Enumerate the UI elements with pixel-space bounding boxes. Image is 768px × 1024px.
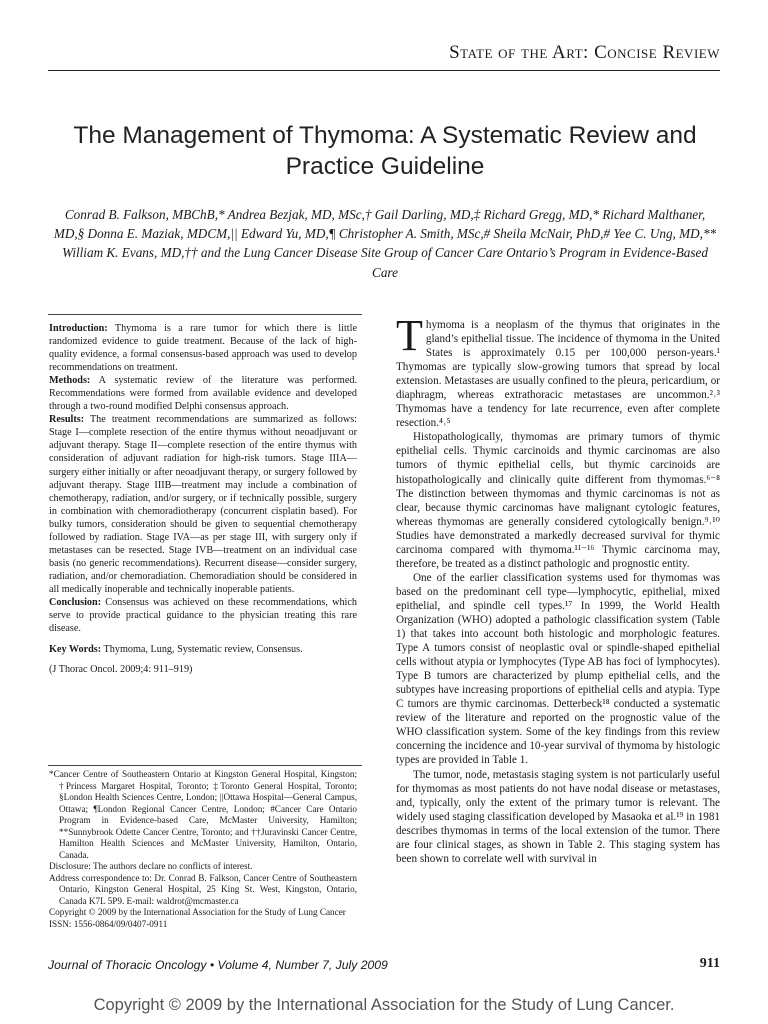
abstract-results xyxy=(49,413,357,596)
footnote-disclosure: Disclosure: The authors declare no conflicts of interest. xyxy=(49,861,253,871)
abstract-introduction-text: Thymoma is a rare tumor for which there is little randomized evidence to guide treatment. Because of the lack of high-quality evidence, a formal consensus-based approach was used to develop recommendations on treatment. xyxy=(49,323,357,374)
abstract-results-label: Results: xyxy=(49,414,85,426)
author-list: Conrad B. Falkson, MBChB,* Andrea Bezjak, MD, MSc,† Gail Darling, MD,‡ Richard Gregg, MD,* Richard Malthaner, MD,§ Donna E. Maziak, MDCM,|| Edward Yu, MD,¶ Christopher A. Smith, MSc,# Sheila McNair, PhD,# Yee C. Ung, MD,** William K. Evans, MD,†† and the Lung Cancer Disease Site Group of Cancer Care Ontario’s Program in Evidence-Based Care xyxy=(53,207,717,280)
body-paragraph-4: The tumor, node, metastasis staging system is not particularly useful for thymomas as most patients do not have nodal disease or metastases, and, typically, only the extent of the primary tumor is relevant. The widely used staging classification developed by Masaoka et al.¹⁹ in 1981 describes thymomas in terms of the local extension of the tumor. There are four clinical stages, as shown in Table 2. This staging system has been shown to correlate well with survival in xyxy=(396,768,720,865)
page-number: 911 xyxy=(699,956,720,971)
footnote-affiliations: *Cancer Centre of Southeastern Ontario at Kingston General Hospital, Kingston; †Princess Margaret Hospital, Toronto; ‡Toronto General Hospital, Toronto; §London Health Sciences Centre, London; ||Ottawa Hospital—General Campus, Ottawa; ¶London Regional Cancer Centre, London; #Cancer Care Ontario Program in Evidence-based Care, McMaster University, Hamilton; **Sunnybrook Odette Cancer Centre, Toronto; and ††Juravinski Cancer Centre, Hamilton Health Sciences and McMaster University, Hamilton, Ontario, Canada. xyxy=(49,769,357,860)
body-paragraph-1-text: hymoma is a neoplasm of the thymus that originates in the gland’s epithelial tissue. The incidence of thymoma in the United States is approximately 0.15 per 100,000 person-years.¹ Thymomas are typically slow-growing tumors that spread by local extension. Metastases are usually confined to the pleura, pericardium, or diaphragm, whereas extrathoracic metastases are uncommon.²˒³ Thymomas have a tendency for late recurrence, even after complete resection.⁴˒⁵ xyxy=(396,319,720,430)
journal-info: Journal of Thoracic Oncology • Volume 4, Number 7, July 2009 xyxy=(48,958,388,972)
abstract-methods-text: A systematic review of the literature was performed. Recommendations were formed from available evidence and developed through a two-round modified Delphi consensus approach. xyxy=(49,375,358,413)
body-paragraph-3: One of the earlier classification systems used for thymomas was based on the predominant cell type—lymphocytic, epithelial, mixed epithelial, and spindle cell types.¹⁷ In 1999, the World Health Organization (WHO) adopted a pathologic classification system (Table 1) that takes into account both histologic and morphologic features. Type A tumors consist of neoplastic oval or spindle-shaped epithelial cells without atypia or lymphocytes (Type AB has foci of lymphocytes). Type B tumors are characterized by plump epithelial cells, and the subtypes have increasing proportions of epithelial cells and atypia. Type C tumors are thymic carcinomas. Detterbeck¹⁸ conducted a systematic review of the literature and reported on the prognostic value of the WHO classification system. Some of the key findings from this review concerning the incidence and 10-year survival of thymoma by histologic types are provided in Table 1. xyxy=(396,571,720,767)
abstract-methods-label: Methods: xyxy=(49,375,91,387)
abstract-results-text: The treatment recommendations are summarized as follows: Stage I—complete resection of the entire thymus without neoadjuvant or adjuvant therapy. Stage II—complete resection of the entire thymus with consideration of adjuvant radiation for high-risk tumors. Stage IIIA—surgery either initially or after neoadjuvant therapy, or surgery followed by adjuvant therapy. Stage IIIB—treatment may include a combination of chemotherapy, radiation, and/or surgery, or if technically possible, surgery in combination with chemoradiotherapy (concurrent cisplatin based). For bulky tumors, consideration should be given to sequential chemotherapy followed by radiation. Stage IVA—as per stage III, with surgery only if metastases can be resected. Stage IVB—treatment on an individual case basis (no generic recommendations). Recurrent disease—consider surgery, radiation, and/or chemoradiation. Chemoradiation should be considered in all medically inoperable and technically inoperable patients. xyxy=(49,414,357,595)
footnote-address: Address correspondence to: Dr. Conrad B. Falkson, Cancer Centre of Southeastern Ontario, Kingston General Hospital, 25 King St. West, Kingston, Ontario, Canada K7L 5P9. E-mail: waldrot@mcmaster.ca xyxy=(49,872,357,906)
body-column xyxy=(396,311,720,866)
section-header: State of the Art: Concise Review xyxy=(449,42,720,63)
abstract-conclusion-label: Conclusion: xyxy=(49,596,102,608)
body-paragraph-2: Histopathologically, thymomas are primary tumors of thymic epithelial cells. Thymic carcinoids and thymic carcinomas are also tumors of thymic epithelial cells, but thymic carcinoids are histopathologically and clinically quite different from thymomas.⁶⁻⁸ The distinction between thymomas and thymic carcinomas is not as clear, because thymic carcinomas have malignant cytologic features, whereas thymomas are generally considered cytologically benign.⁹˒¹⁰ Studies have demonstrated a markedly decreased survival for thymic carcinoma compared with thymoma.¹¹⁻¹⁶ Thymic carcinoma may, therefore, be treated as a distinct pathologic and prognostic entity. xyxy=(396,431,720,570)
citation: (J Thorac Oncol. 2009;4: 911–919) xyxy=(49,664,193,676)
abstract xyxy=(49,322,357,676)
body-paragraph-1 xyxy=(396,311,720,430)
keywords-text: Thymoma, Lung, Systematic review, Consensus. xyxy=(103,644,303,656)
copyright-banner: Copyright © 2009 by the International Association for the Study of Lung Cancer. xyxy=(93,996,675,1014)
abstract-conclusion xyxy=(49,596,357,635)
footnote-issn: ISSN: 1556-0864/09/0407-0911 xyxy=(49,918,168,929)
article-title: The Management of Thymoma: A Systematic Review and Practice Guideline xyxy=(73,122,697,180)
abstract-conclusion-text: Consensus was achieved on these recommendations, which serve to provide practical guidance to the physician treating this rare disease. xyxy=(49,596,357,635)
keywords-label: Key Words: xyxy=(49,644,102,656)
abstract-methods xyxy=(49,374,357,413)
header-rule xyxy=(48,70,720,71)
drop-cap: T xyxy=(396,311,423,360)
abstract-introduction xyxy=(49,322,357,374)
abstract-introduction-label: Introduction: xyxy=(49,323,108,334)
footnote-copyright: Copyright © 2009 by the International Association for the Study of Lung Cancer xyxy=(49,907,346,917)
footnote-rule xyxy=(48,765,362,766)
keywords xyxy=(49,643,357,656)
footnotes xyxy=(49,769,357,930)
